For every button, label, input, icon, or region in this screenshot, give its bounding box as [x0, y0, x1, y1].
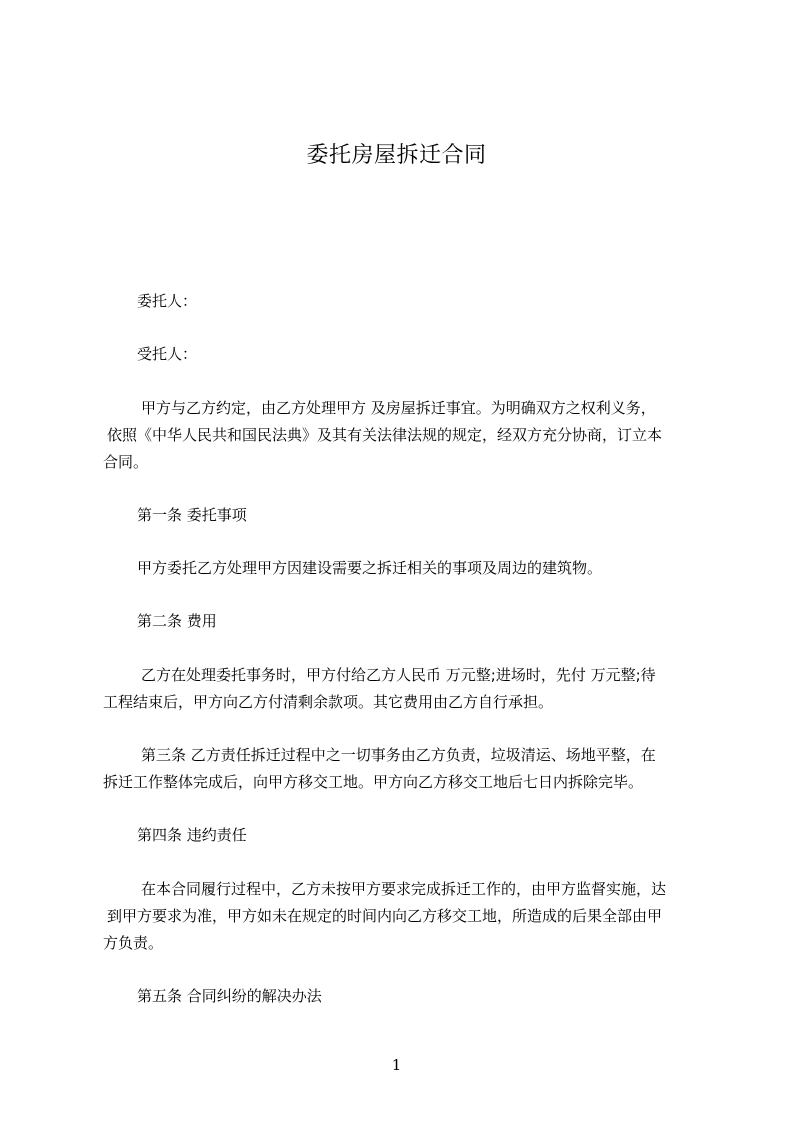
intro-line-2: 依照《中华人民共和国民法典》及其有关法律法规的规定，经双方充分协商，订立本	[107, 426, 663, 444]
article-2-body-line-1: 乙方在处理委托事务时，甲方付给乙方人民币 万元整;进场时，先付 万元整;待	[141, 666, 656, 684]
article-3-body-line-1: 第三条 乙方责任拆迁过程中之一切事务由乙方负责，垃圾清运、场地平整，在	[141, 746, 656, 764]
article-1-heading: 第一条 委托事项	[137, 506, 247, 524]
article-5-heading: 第五条 合同纠纷的解决办法	[137, 987, 322, 1005]
page-number: 1	[391, 1056, 402, 1074]
intro-line-1: 甲方与乙方约定，由乙方处理甲方 及房屋拆迁事宜。为明确双方之权利义务，	[141, 399, 656, 417]
client-label: 委托人：	[137, 292, 198, 310]
article-4-heading: 第四条 违约责任	[137, 826, 247, 844]
intro-line-3: 合同。	[103, 453, 149, 471]
article-4-body-line-1: 在本合同履行过程中，乙方未按甲方要求完成拆迁工作的，由甲方监督实施，达	[141, 880, 667, 898]
trustee-label: 受托人：	[137, 345, 198, 363]
article-2-body-line-2: 工程结束后，甲方向乙方付清剩余款项。其它费用由乙方自行承担。	[103, 693, 554, 711]
article-2-heading: 第二条 费用	[137, 612, 217, 630]
article-1-body: 甲方委托乙方处理甲方因建设需要之拆迁相关的事项及周边的建筑物。	[137, 559, 603, 577]
article-4-body-line-3: 方负责。	[103, 934, 164, 952]
article-4-body-line-2: 到甲方要求为准，甲方如未在规定的时间内向乙方移交工地，所造成的后果全部由甲	[107, 907, 663, 925]
document-title: 委托房屋拆迁合同	[306, 143, 487, 168]
article-3-body-line-2: 拆迁工作整体完成后，向甲方移交工地。甲方向乙方移交工地后七日内拆除完毕。	[103, 773, 644, 791]
